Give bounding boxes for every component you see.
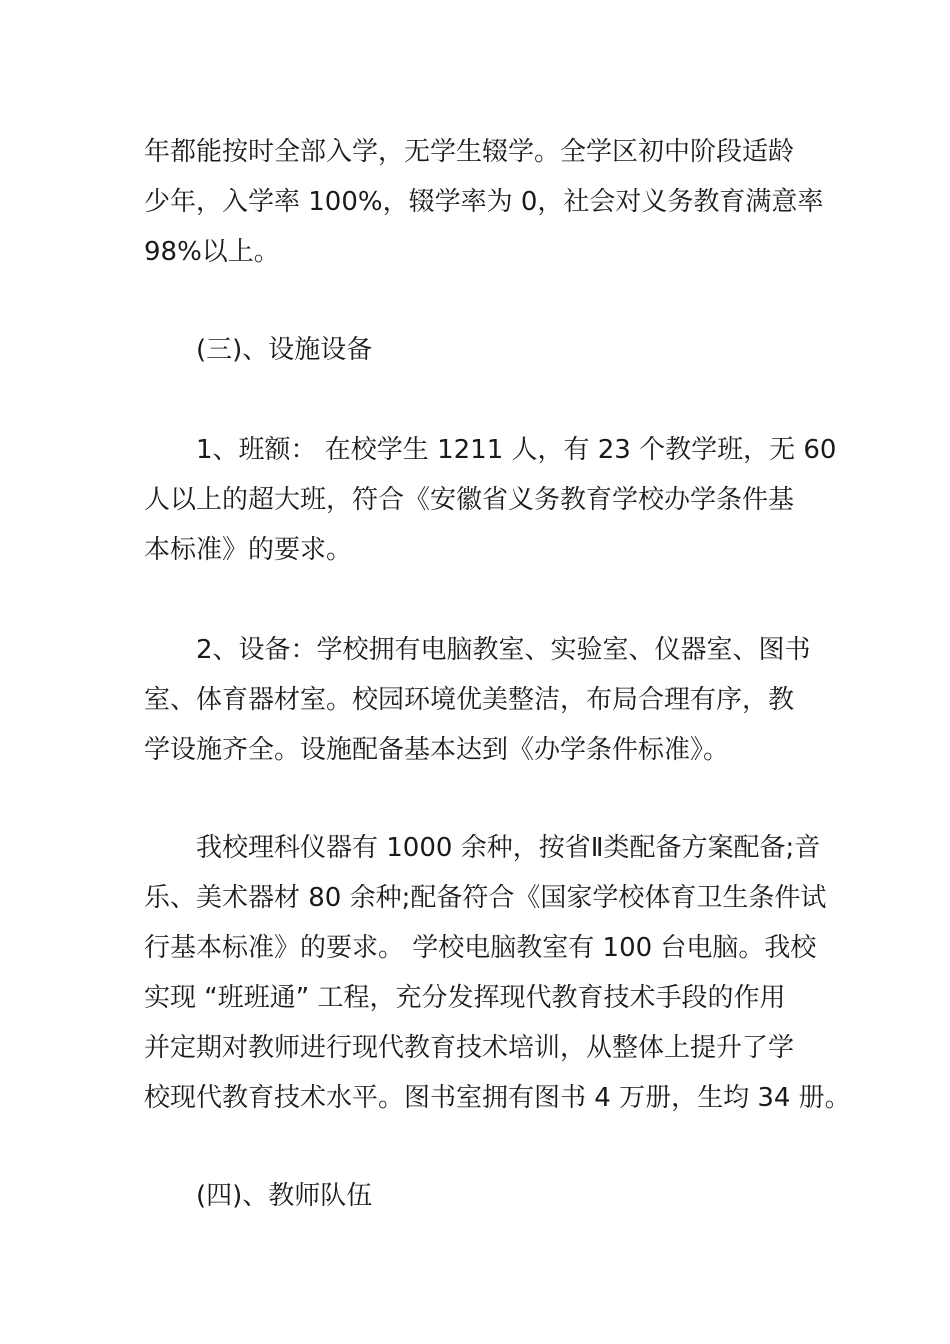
- paragraph-class-size: [144, 425, 837, 575]
- text-line: 室、体育器材室。校园环境优美整洁，布局合理有序，教: [144, 685, 795, 715]
- text-line: 并定期对教师进行现代教育技术培训，从整体上提升了学: [144, 1033, 795, 1063]
- text-line: 乐、美术器材 80 余种;配备符合《国家学校体育卫生条件试: [144, 883, 827, 913]
- text-line: 人以上的超大班，符合《安徽省义务教育学校办学条件基: [144, 485, 795, 515]
- section-heading: (四)、教师队伍: [196, 1181, 373, 1211]
- section-heading-teachers: [144, 1171, 814, 1221]
- text-line: 少年，入学率 100%，辍学率为 0，社会对义务教育满意率: [144, 187, 824, 217]
- text-line: 学设施齐全。设施配备基本达到《办学条件标准》。: [144, 735, 730, 765]
- text-line: 98%以上。: [144, 237, 280, 267]
- text-line: 1、班额： 在校学生 1211 人，有 23 个教学班，无 60: [196, 435, 837, 465]
- paragraph-enrollment: [144, 127, 824, 277]
- text-line: 本标准》的要求。: [144, 535, 353, 565]
- section-heading-facilities: [144, 325, 814, 375]
- text-line: 实现 “班班通” 工程，充分发挥现代教育技术手段的作用: [144, 983, 786, 1013]
- text-line: 2、设备：学校拥有电脑教室、实验室、仪器室、图书: [196, 635, 811, 665]
- text-line: 我校理科仪器有 1000 余种，按省Ⅱ类配备方案配备;音: [196, 833, 821, 863]
- text-line: 校现代教育技术水平。图书室拥有图书 4 万册，生均 34 册。: [144, 1083, 851, 1113]
- text-line: 年都能按时全部入学，无学生辍学。全学区初中阶段适龄: [144, 137, 795, 167]
- paragraph-instruments: [144, 823, 851, 1123]
- paragraph-equipment: [144, 625, 814, 775]
- text-line: 行基本标准》的要求。 学校电脑教室有 100 台电脑。我校: [144, 933, 817, 963]
- section-heading: (三)、设施设备: [196, 335, 373, 365]
